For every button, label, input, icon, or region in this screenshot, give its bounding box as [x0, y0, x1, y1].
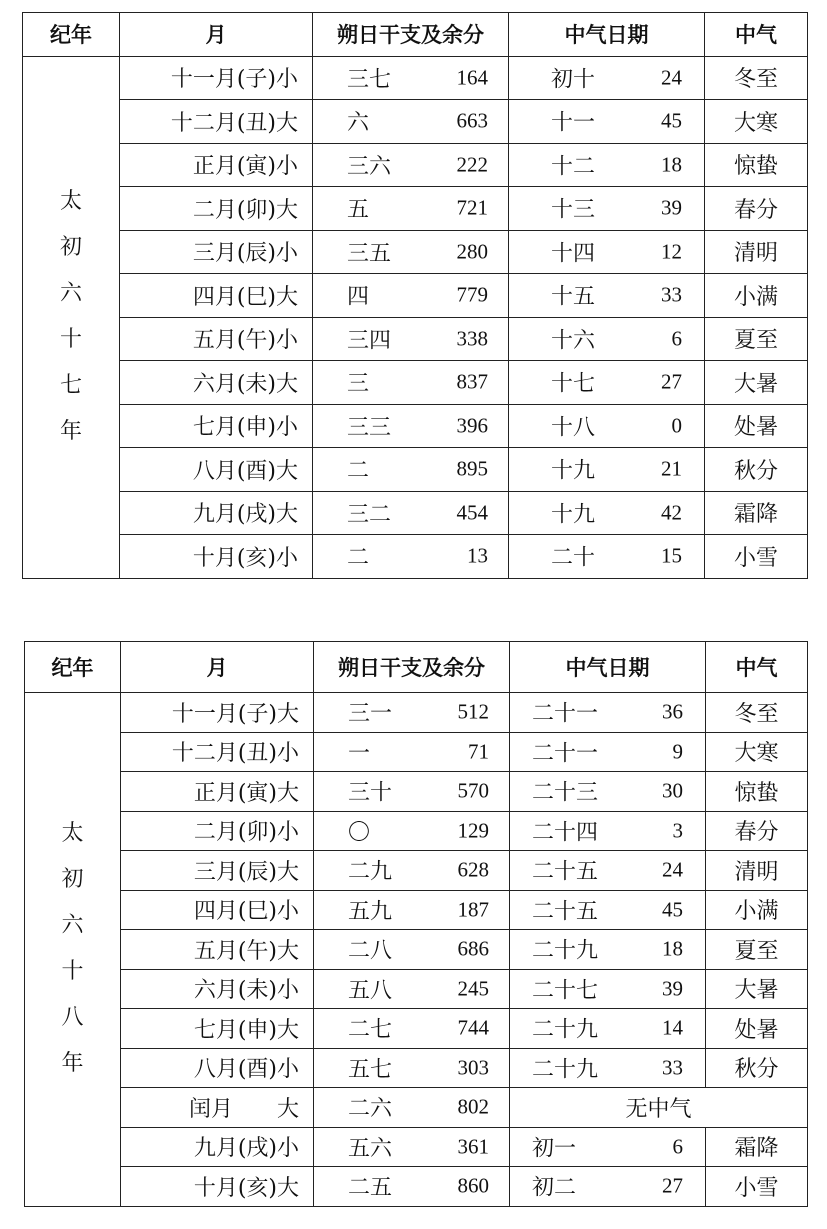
era-char: 太 — [61, 821, 84, 847]
header-row — [23, 13, 808, 57]
zhongqi-day: 十七 — [551, 371, 596, 397]
ganzhi-value: 五八 — [348, 978, 393, 1004]
month-cell: 五月(午)小 — [120, 317, 313, 361]
yufen-value: 164 — [456, 65, 488, 90]
zhongqi-cell: 冬至 — [705, 56, 808, 100]
month-cell: 十一月(子)小 — [120, 56, 313, 100]
zhongqi-fraction: 18 — [662, 936, 683, 961]
ganzhi-cell — [313, 491, 509, 535]
zhongqi-cell: 秋分 — [706, 1048, 808, 1088]
header-month: 月 — [120, 13, 313, 57]
ganzhi-value: 二八 — [348, 938, 393, 964]
zhongqi-cell: 霜降 — [705, 491, 808, 535]
yufen-value: 512 — [457, 699, 489, 724]
ganzhi-cell — [313, 100, 509, 144]
header-month: 月 — [121, 642, 314, 693]
table-row — [23, 187, 808, 231]
ganzhi-cell — [314, 693, 510, 733]
zhongqi-fraction: 14 — [662, 1015, 683, 1040]
zhongqi-date-cell — [509, 100, 705, 144]
zhongqi-day: 初十 — [551, 67, 596, 93]
ganzhi-cell — [314, 890, 510, 930]
ganzhi-value: 五七 — [348, 1057, 393, 1083]
header-era: 纪年 — [25, 642, 121, 693]
table-row — [23, 535, 808, 579]
month-cell: 十一月(子)大 — [121, 693, 314, 733]
ganzhi-cell — [313, 535, 509, 579]
zhongqi-fraction: 24 — [661, 65, 682, 90]
ganzhi-value: 一 — [348, 741, 371, 767]
ganzhi-value: 二 — [347, 458, 370, 484]
yufen-value: 396 — [456, 413, 488, 438]
zhongqi-day: 十八 — [551, 415, 596, 441]
ganzhi-cell — [314, 851, 510, 891]
zhongqi-fraction: 24 — [662, 857, 683, 882]
zhongqi-date-cell — [510, 1127, 706, 1167]
zhongqi-fraction: 0 — [671, 413, 682, 438]
table-row — [23, 448, 808, 492]
ganzhi-value: 三六 — [347, 154, 392, 180]
era-cell — [25, 693, 121, 1207]
header-row — [25, 642, 808, 693]
zhongqi-date-cell — [509, 448, 705, 492]
zhongqi-cell: 清明 — [706, 851, 808, 891]
ganzhi-cell — [313, 404, 509, 448]
month-cell: 二月(卯)大 — [120, 187, 313, 231]
zhongqi-fraction: 3 — [672, 818, 683, 843]
zhongqi-fraction: 42 — [661, 500, 682, 525]
ganzhi-cell — [313, 56, 509, 100]
era-char: 年 — [59, 419, 82, 444]
calendar-table-year-67 — [22, 12, 808, 579]
zhongqi-cell: 冬至 — [706, 693, 808, 733]
zhongqi-date-cell — [509, 491, 705, 535]
era-char: 十 — [59, 327, 82, 352]
month-cell: 十二月(丑)大 — [120, 100, 313, 144]
yufen-value: 721 — [456, 195, 488, 220]
ganzhi-value: 三三 — [347, 415, 392, 441]
ganzhi-value: 五九 — [348, 899, 393, 925]
ganzhi-cell — [314, 930, 510, 970]
table-row — [25, 851, 808, 891]
era-char: 初 — [59, 235, 82, 260]
yufen-value: 245 — [457, 976, 489, 1001]
table-row — [23, 56, 808, 100]
zhongqi-fraction: 30 — [662, 778, 683, 803]
table-row — [23, 100, 808, 144]
zhongqi-cell: 夏至 — [705, 317, 808, 361]
yufen-value: 860 — [457, 1173, 489, 1198]
month-cell: 二月(卯)小 — [121, 811, 314, 851]
zhongqi-fraction: 27 — [661, 369, 682, 394]
yufen-value: 779 — [456, 282, 488, 307]
zhongqi-date-cell — [510, 811, 706, 851]
ganzhi-value: 二九 — [348, 859, 393, 885]
yufen-value: 837 — [456, 369, 488, 394]
ganzhi-cell — [314, 1009, 510, 1049]
yufen-value: 663 — [456, 108, 488, 133]
zhongqi-fraction: 39 — [662, 976, 683, 1001]
month-cell: 三月(辰)大 — [121, 851, 314, 891]
header-zhongqi-date: 中气日期 — [509, 13, 705, 57]
zhongqi-cell: 大暑 — [706, 969, 808, 1009]
zhongqi-cell: 小满 — [706, 890, 808, 930]
zhongqi-day: 二十五 — [532, 859, 599, 885]
ganzhi-value: 三 — [347, 371, 370, 397]
zhongqi-fraction: 12 — [661, 239, 682, 264]
zhongqi-cell: 大寒 — [706, 732, 808, 772]
table-row — [25, 1009, 808, 1049]
ganzhi-cell — [314, 1167, 510, 1207]
ganzhi-value: 五六 — [348, 1136, 393, 1162]
zhongqi-date-cell — [509, 361, 705, 405]
header-zhongqi: 中气 — [705, 13, 808, 57]
zhongqi-date-cell — [510, 890, 706, 930]
ganzhi-value: 三十 — [348, 780, 393, 806]
yufen-value: 303 — [457, 1055, 489, 1080]
zhongqi-day: 二十七 — [532, 978, 599, 1004]
ganzhi-cell — [314, 1127, 510, 1167]
table-row — [25, 1088, 808, 1128]
ganzhi-value: 三五 — [347, 241, 392, 267]
era-char: 年 — [61, 1051, 84, 1077]
month-cell: 七月(申)大 — [121, 1009, 314, 1049]
zhongqi-date-cell — [509, 317, 705, 361]
month-cell: 四月(巳)小 — [121, 890, 314, 930]
zhongqi-cell: 清明 — [705, 230, 808, 274]
zhongqi-cell: 小满 — [705, 274, 808, 318]
zhongqi-day: 十五 — [551, 284, 596, 310]
era-char: 太 — [59, 189, 82, 214]
era-char: 初 — [61, 867, 84, 893]
month-cell: 七月(申)小 — [120, 404, 313, 448]
ganzhi-cell — [314, 1048, 510, 1088]
zhongqi-day: 十四 — [551, 241, 596, 267]
table-row — [23, 317, 808, 361]
no-zhongqi-cell: 无中气 — [510, 1088, 808, 1128]
ganzhi-cell — [313, 230, 509, 274]
ganzhi-value: 二六 — [348, 1096, 393, 1122]
ganzhi-value: 二五 — [348, 1175, 393, 1201]
era-char: 六 — [61, 913, 84, 939]
table-row — [23, 274, 808, 318]
month-cell: 八月(酉)小 — [121, 1048, 314, 1088]
zhongqi-cell: 惊蛰 — [706, 772, 808, 812]
era-cell — [23, 56, 120, 578]
zhongqi-day: 初一 — [532, 1136, 577, 1162]
zhongqi-fraction: 45 — [662, 897, 683, 922]
month-cell: 三月(辰)小 — [120, 230, 313, 274]
zhongqi-cell: 小雪 — [705, 535, 808, 579]
zhongqi-fraction: 6 — [672, 1134, 683, 1159]
zhongqi-cell: 大寒 — [705, 100, 808, 144]
yufen-value: 187 — [457, 897, 489, 922]
zhongqi-day: 二十 — [551, 545, 596, 571]
yufen-value: 895 — [456, 456, 488, 481]
table-row — [25, 811, 808, 851]
ganzhi-value: 三二 — [347, 502, 392, 528]
yufen-value: 802 — [457, 1094, 489, 1119]
zhongqi-fraction: 36 — [662, 699, 683, 724]
table-row — [23, 143, 808, 187]
zhongqi-cell: 秋分 — [705, 448, 808, 492]
zhongqi-day: 十九 — [551, 458, 596, 484]
ganzhi-value: 二 — [347, 545, 370, 571]
month-cell: 正月(寅)小 — [120, 143, 313, 187]
month-cell: 九月(戌)小 — [121, 1127, 314, 1167]
yufen-value: 744 — [457, 1015, 489, 1040]
yufen-value: 454 — [456, 500, 488, 525]
ganzhi-cell — [313, 274, 509, 318]
yufen-value: 13 — [467, 543, 488, 568]
month-cell: 十二月(丑)小 — [121, 732, 314, 772]
yufen-value: 222 — [456, 152, 488, 177]
zhongqi-day: 二十一 — [532, 741, 599, 767]
ganzhi-value: 〇 — [348, 820, 371, 846]
zhongqi-fraction: 27 — [662, 1173, 683, 1198]
zhongqi-date-cell — [509, 274, 705, 318]
zhongqi-date-cell — [510, 693, 706, 733]
yufen-value: 361 — [457, 1134, 489, 1159]
zhongqi-date-cell — [509, 230, 705, 274]
yufen-value: 570 — [457, 778, 489, 803]
zhongqi-day: 十三 — [551, 197, 596, 223]
yufen-value: 71 — [468, 739, 489, 764]
zhongqi-day: 二十三 — [532, 780, 599, 806]
zhongqi-fraction: 39 — [661, 195, 682, 220]
zhongqi-fraction: 21 — [661, 456, 682, 481]
month-cell: 正月(寅)大 — [121, 772, 314, 812]
era-char: 六 — [59, 281, 82, 306]
ganzhi-cell — [314, 969, 510, 1009]
month-cell: 闰月 大 — [121, 1088, 314, 1128]
header-zhongqi-date: 中气日期 — [510, 642, 706, 693]
ganzhi-value: 三四 — [347, 328, 392, 354]
ganzhi-cell — [314, 811, 510, 851]
zhongqi-date-cell — [510, 1048, 706, 1088]
ganzhi-cell — [314, 732, 510, 772]
yufen-value: 129 — [457, 818, 489, 843]
ganzhi-cell — [313, 317, 509, 361]
zhongqi-day: 初二 — [532, 1175, 577, 1201]
month-cell: 九月(戌)大 — [120, 491, 313, 535]
era-char: 十 — [61, 959, 84, 985]
zhongqi-day: 二十一 — [532, 701, 599, 727]
ganzhi-value: 二七 — [348, 1017, 393, 1043]
table-row — [25, 890, 808, 930]
ganzhi-cell — [314, 772, 510, 812]
zhongqi-date-cell — [509, 187, 705, 231]
era-char: 七 — [59, 373, 82, 398]
table-row — [25, 732, 808, 772]
calendar-table-year-68 — [24, 641, 808, 1207]
table-row — [25, 969, 808, 1009]
header-zhongqi: 中气 — [706, 642, 808, 693]
header-ganzhi: 朔日干支及余分 — [313, 13, 509, 57]
table-row — [25, 930, 808, 970]
zhongqi-date-cell — [509, 56, 705, 100]
zhongqi-cell: 大暑 — [705, 361, 808, 405]
month-cell: 十月(亥)小 — [120, 535, 313, 579]
zhongqi-fraction: 15 — [661, 543, 682, 568]
ganzhi-cell — [313, 361, 509, 405]
yufen-value: 686 — [457, 936, 489, 961]
header-ganzhi: 朔日干支及余分 — [314, 642, 510, 693]
zhongqi-fraction: 33 — [662, 1055, 683, 1080]
table-row — [25, 693, 808, 733]
zhongqi-day: 二十九 — [532, 1057, 599, 1083]
table-row — [23, 491, 808, 535]
zhongqi-fraction: 18 — [661, 152, 682, 177]
zhongqi-date-cell — [510, 851, 706, 891]
zhongqi-date-cell — [509, 404, 705, 448]
table-row — [25, 772, 808, 812]
zhongqi-day: 二十九 — [532, 1017, 599, 1043]
ganzhi-cell — [314, 1088, 510, 1128]
ganzhi-value: 三七 — [347, 67, 392, 93]
zhongqi-day: 二十五 — [532, 899, 599, 925]
zhongqi-date-cell — [510, 1009, 706, 1049]
yufen-value: 628 — [457, 857, 489, 882]
month-cell: 六月(未)大 — [120, 361, 313, 405]
zhongqi-date-cell — [510, 969, 706, 1009]
month-cell: 八月(酉)大 — [120, 448, 313, 492]
zhongqi-cell: 夏至 — [706, 930, 808, 970]
zhongqi-day: 二十九 — [532, 938, 599, 964]
ganzhi-value: 三一 — [348, 701, 393, 727]
zhongqi-fraction: 6 — [671, 326, 682, 351]
ganzhi-value: 五 — [347, 197, 370, 223]
zhongqi-day: 二十四 — [532, 820, 599, 846]
month-cell: 十月(亥)大 — [121, 1167, 314, 1207]
ganzhi-cell — [313, 187, 509, 231]
zhongqi-cell: 春分 — [705, 187, 808, 231]
zhongqi-day: 十六 — [551, 328, 596, 354]
zhongqi-cell: 春分 — [706, 811, 808, 851]
header-era: 纪年 — [23, 13, 120, 57]
table-row — [23, 361, 808, 405]
zhongqi-day: 十一 — [551, 110, 596, 136]
zhongqi-date-cell — [510, 772, 706, 812]
era-char: 八 — [61, 1005, 84, 1031]
month-cell: 四月(巳)大 — [120, 274, 313, 318]
ganzhi-cell — [313, 143, 509, 187]
ganzhi-value: 六 — [347, 110, 370, 136]
zhongqi-cell: 处暑 — [706, 1009, 808, 1049]
zhongqi-fraction: 45 — [661, 108, 682, 133]
zhongqi-cell: 霜降 — [706, 1127, 808, 1167]
table-row — [25, 1048, 808, 1088]
zhongqi-cell: 小雪 — [706, 1167, 808, 1207]
zhongqi-fraction: 33 — [661, 282, 682, 307]
zhongqi-date-cell — [510, 1167, 706, 1207]
table-row — [25, 1127, 808, 1167]
zhongqi-date-cell — [510, 732, 706, 772]
yufen-value: 280 — [456, 239, 488, 264]
table-row — [25, 1167, 808, 1207]
zhongqi-date-cell — [509, 535, 705, 579]
table-row — [23, 404, 808, 448]
zhongqi-date-cell — [509, 143, 705, 187]
table-row — [23, 230, 808, 274]
zhongqi-day: 十九 — [551, 502, 596, 528]
month-cell: 六月(未)小 — [121, 969, 314, 1009]
zhongqi-fraction: 9 — [672, 739, 683, 764]
ganzhi-value: 四 — [347, 284, 370, 310]
zhongqi-cell: 处暑 — [705, 404, 808, 448]
yufen-value: 338 — [456, 326, 488, 351]
zhongqi-date-cell — [510, 930, 706, 970]
ganzhi-cell — [313, 448, 509, 492]
month-cell: 五月(午)大 — [121, 930, 314, 970]
zhongqi-cell: 惊蛰 — [705, 143, 808, 187]
zhongqi-day: 十二 — [551, 154, 596, 180]
